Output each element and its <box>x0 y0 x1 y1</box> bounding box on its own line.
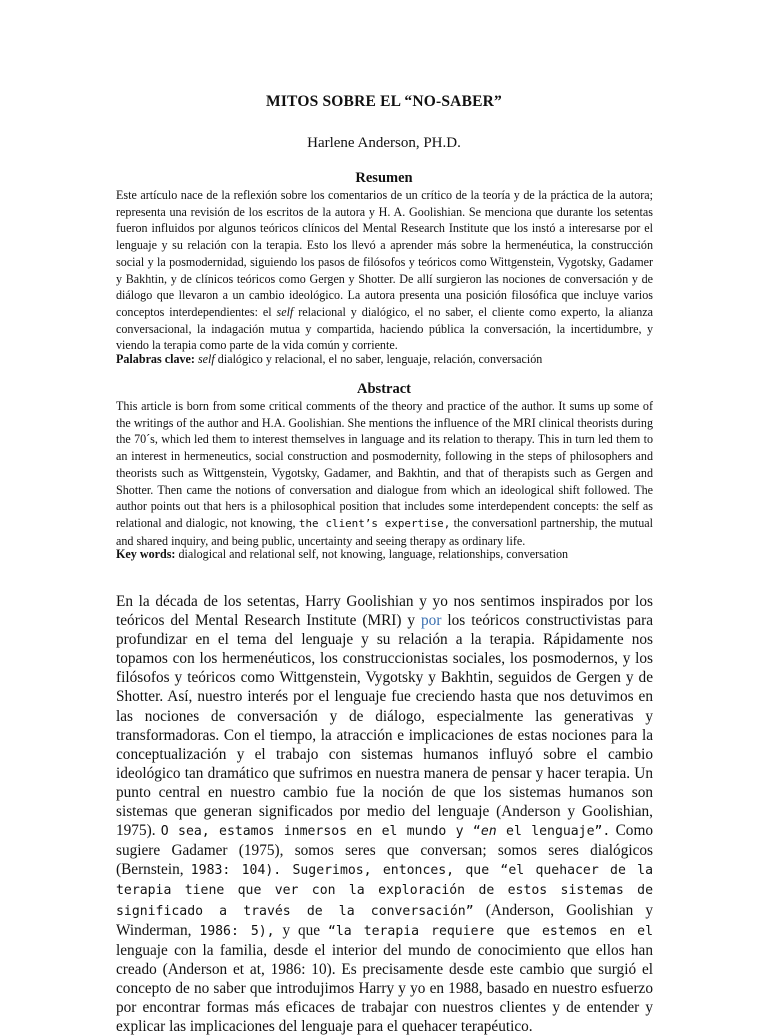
abstract-mono-text: the client’s expertise, <box>298 516 451 530</box>
body-mono-1 <box>161 824 611 839</box>
body-mono-4: 1986: 5), <box>199 923 275 939</box>
body-link-word[interactable]: por <box>421 612 442 630</box>
body-text-2: los teóricos constructivistas para profundizar en el tema del lenguaje y su relación a la terapia. Rápidamente nos topamos con los hermenéuticos, los construccionistas sociales, los posmodernos, y los filósofos y teóricos como Wittgenstein, Vygotsky y Bakhtin, seguidos de Gergen y de Shotter. Así, nuestro interés por el lenguaje fue creciendo hasta que nos detuvimos en las nociones de conversación y de diálogo, especialmente las generativas y transformadoras. Con el tiempo, la atracción e implicaciones de estas nociones para la conceptualización y el trabajo con sistemas humanos influyó sobre el cambio ideológico tan dramático que sufrimos en nuestra manera de pensar y hacer terapia. Un punto central en nuestro cambio fue la noción de que los sistemas humanos son sistemas que generan significados por medio del lenguaje (Anderson y Goolishian, 1975). <box>116 612 654 840</box>
body-text-6: lenguaje con la familia, desde el interior del mundo de conocimiento que ellos han creado (Anderson et at, 1986: 10). Es precisamente desde este cambio que surgió el concepto de no saber que introdujimos Harry y yo en 1988, basado en nuestro esfuerzo por encontrar formas más eficaces de trabajar con nuestros clientes y de entender y explicar las implicaciones del lenguaje para el quehacer terapéutico. <box>116 941 653 1036</box>
body-paragraph <box>116 592 653 1036</box>
resumen-keywords-label: Palabras clave: <box>116 352 195 366</box>
resumen-keywords-text: dialógico y relacional, el no saber, lenguaje, relación, conversación <box>214 352 543 366</box>
resumen-heading: Resumen <box>355 170 413 186</box>
page-title: MITOS SOBRE EL “NO-SABER” <box>266 93 502 110</box>
resumen-text-2: relacional y dialógico, el no saber, el cliente como experto, la alianza conversacional, la indagación mutua y compartida, haciendo pública la conversación, la incertidumbre, y viendo la terapia como parte de la vida común y corriente. <box>116 304 653 353</box>
author-line: Harlene Anderson, PH.D. <box>307 135 461 151</box>
abstract-text-2: the conversationl partnership, the mutual and shared inquiry, and being public, uncertainty and seeing therapy as ordinary life. <box>116 515 653 548</box>
resumen-keywords-italic: self <box>197 352 215 366</box>
abstract-keywords-text: dialogical and relational self, not knowing, language, relationships, conversation <box>175 547 569 561</box>
resumen-text-1: Este artículo nace de la reflexión sobre los comentarios de un crítico de la teoría y de la práctica de la autora; representa una revisión de los escritos de la autora y H. A. Goolishian. Se menciona que durante los setentas fueron influidos por algunos teóricos clínicos del Mental Research Institute que los instó a interesarse por el lenguaje y su relación con la terapia. Esto los llevó a aprender más sobre la hermenéutica, la construcción social y la posmodernidad, siguiendo los pasos de filósofos y teóricos como Wittgenstein, Vygotsky, Gadamer y Bakhtin, y de clínicos teóricos como Gergen y Shotter. De allí surgieron las nociones de conversación y de diálogo que llevaron a un cambio ideológico. La autora presenta una posición filosófica que incluye varios conceptos interdependientes: el <box>116 188 653 319</box>
body-mono-5: “la terapia requiere que estemos en el <box>327 923 653 939</box>
body-text-4: (Anderson, Goolishian y Winderman, <box>116 901 653 939</box>
abstract-heading: Abstract <box>357 381 411 397</box>
body-mono-1a: O sea, estamos inmersos en el mundo y “ <box>160 824 481 840</box>
body-mono-1b: el lenguaje”. <box>496 824 611 840</box>
abstract-paragraph <box>116 398 653 549</box>
abstract-keywords-label: Key words: <box>116 547 176 561</box>
resumen-paragraph <box>116 187 653 354</box>
body-text-3: Como sugiere Gadamer (1975), somos seres que conversan; somos seres dialógicos (Bernstein, <box>116 822 653 879</box>
body-text-5: y que <box>274 921 328 939</box>
body-mono-3: 1983: 104). Sugerimos, entonces, que “el quehacer de la terapia tiene que ver con la exploración de estos sistemas de significado a través de la conversación” <box>116 863 653 919</box>
body-mono-italic: en <box>480 824 497 840</box>
abstract-text-1: This article is born from some critical comments of the theory and practice of the author. It sums up some of the writings of the author and H.A. Goolishian. She mentions the influence of the MRI clinical theorists during the 70´s, which led them to interest themselves in language and its relation to therapy. This in turn led them to an interest in hermeneutics, social construction and posmodernity, following in the steps of philosophers and theorists such as Wittgenstein, Vygotsky, Gadamer, and Bakhtin, and that of therapists such as Gergen and Shotter. Then came the notions of conversation and dialogue from which an ideological shift followed. The author points out that hers is a philosophical position that includes some interdependent concepts: the self as relational and dialogic, not knowing, <box>116 399 653 530</box>
abstract-keywords <box>116 546 656 562</box>
body-text-1: En la década de los setentas, Harry Goolishian y yo nos sentimos inspirados por los teóricos del Mental Research Institute (MRI) y <box>116 593 653 630</box>
resumen-keywords <box>116 351 656 367</box>
resumen-italic-self: self <box>276 304 294 319</box>
